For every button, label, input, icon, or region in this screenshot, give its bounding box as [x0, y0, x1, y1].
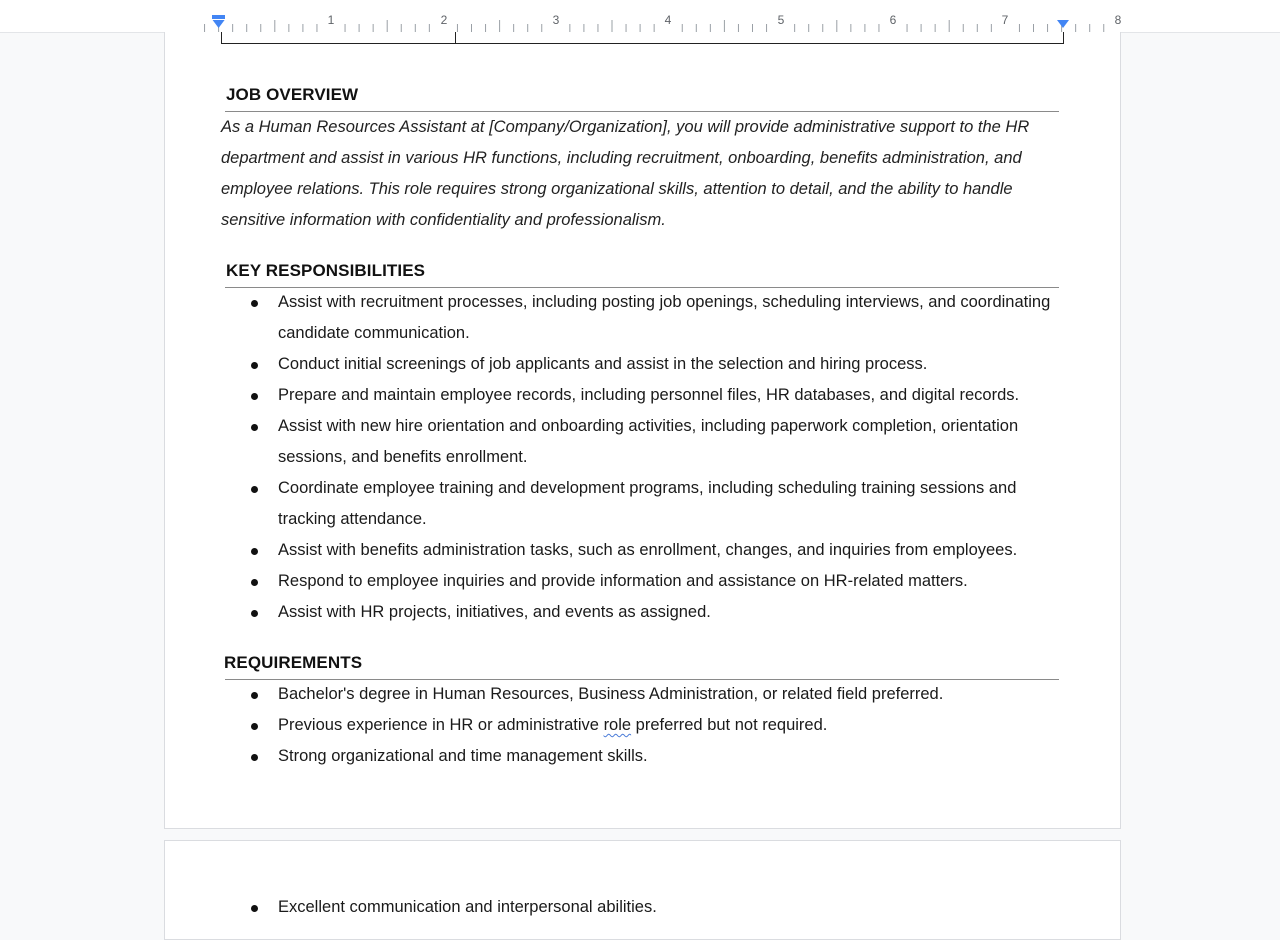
ruler-number: 5 [777, 13, 785, 27]
list-item[interactable] [221, 535, 1071, 566]
list-item[interactable] [221, 287, 1071, 349]
list-item-text: Assist with new hire orientation and onboarding activities, including paperwork completion, orientation sessions, and benefits enrollment. [278, 417, 1019, 466]
spelling-flagged-word[interactable]: role [603, 716, 632, 734]
ruler-number: 6 [889, 13, 897, 27]
list-item-text: Conduct initial screenings of job applicants and assist in the selection and hiring process. [278, 355, 928, 373]
bullet-icon [251, 548, 258, 555]
list-item[interactable] [221, 597, 1071, 628]
bullet-icon [251, 905, 258, 912]
list-item-text-part: Previous experience in HR or administrative [278, 716, 604, 734]
list-item-text: Assist with HR projects, initiatives, and events as assigned. [278, 603, 711, 621]
ruler-ticks [0, 0, 1280, 32]
list-item-text-part: preferred but not required. [631, 716, 828, 734]
bullet-icon [251, 362, 258, 369]
list-item-text: Prepare and maintain employee records, including personnel files, HR databases, and digital records. [278, 386, 1020, 404]
bullet-icon [251, 579, 258, 586]
list-item[interactable] [221, 349, 1071, 380]
bullet-icon [251, 754, 258, 761]
left-indent-marker[interactable] [213, 20, 225, 28]
list-item-text: Assist with benefits administration tasks, such as enrollment, changes, and inquiries from employees. [278, 541, 1018, 559]
ruler-number: 3 [552, 13, 560, 27]
list-item-text: Strong organizational and time management skills. [278, 747, 648, 765]
bullet-icon [251, 393, 258, 400]
right-indent-marker[interactable] [1057, 20, 1069, 28]
table-bottom-edge [221, 32, 1064, 44]
list-item[interactable] [221, 679, 1071, 710]
ruler-number: 4 [664, 13, 672, 27]
responsibilities-list [221, 287, 1071, 628]
key-responsibilities-heading[interactable]: KEY RESPONSIBILITIES [226, 261, 426, 280]
bullet-icon [251, 723, 258, 730]
list-item-text: Coordinate employee training and development programs, including scheduling training sessions and tracking attendance. [278, 479, 1017, 528]
requirements-list [221, 679, 1071, 772]
ruler-number: 7 [1001, 13, 1009, 27]
bullet-icon [251, 692, 258, 699]
bullet-icon [251, 610, 258, 617]
bullet-icon [251, 424, 258, 431]
table-column-divider [455, 32, 456, 44]
list-item[interactable] [221, 380, 1071, 411]
list-item[interactable] [221, 411, 1071, 473]
requirements-list-continued [221, 892, 1071, 923]
bullet-icon [251, 300, 258, 307]
bullet-icon [251, 486, 258, 493]
ruler-number: 1 [327, 13, 335, 27]
job-overview-heading[interactable]: JOB OVERVIEW [226, 85, 359, 104]
list-item[interactable] [221, 566, 1071, 597]
ruler-number: 2 [440, 13, 448, 27]
list-item[interactable] [221, 892, 1071, 923]
document-page[interactable] [164, 32, 1121, 829]
list-item-text: Excellent communication and interpersonal abilities. [278, 898, 657, 916]
list-item[interactable] [221, 741, 1071, 772]
list-item-text: Respond to employee inquiries and provide information and assistance on HR-related matters. [278, 572, 968, 590]
list-item-text: Assist with recruitment processes, including posting job openings, scheduling interviews, and coordinating candidate communication. [278, 293, 1051, 342]
horizontal-ruler[interactable] [0, 0, 1280, 33]
list-item-text [278, 716, 827, 734]
ruler-number: 8 [1114, 13, 1122, 27]
list-item[interactable] [221, 710, 1071, 741]
document-page[interactable] [164, 840, 1121, 940]
requirements-heading[interactable]: REQUIREMENTS [224, 653, 363, 672]
list-item[interactable] [221, 473, 1071, 535]
first-line-indent-marker[interactable] [212, 15, 225, 19]
job-overview-text[interactable]: As a Human Resources Assistant at [Company/Organization], you will provide administrative support to the HR department and assist in various HR functions, including recruitment, onboarding, benefits administration, and employee relations. This role requires strong organizational skills, attention to detail, and the ability to handle sensitive information with confidentiality and professionalism. [221, 118, 1030, 229]
list-item-text: Bachelor's degree in Human Resources, Business Administration, or related field preferred. [278, 685, 944, 703]
